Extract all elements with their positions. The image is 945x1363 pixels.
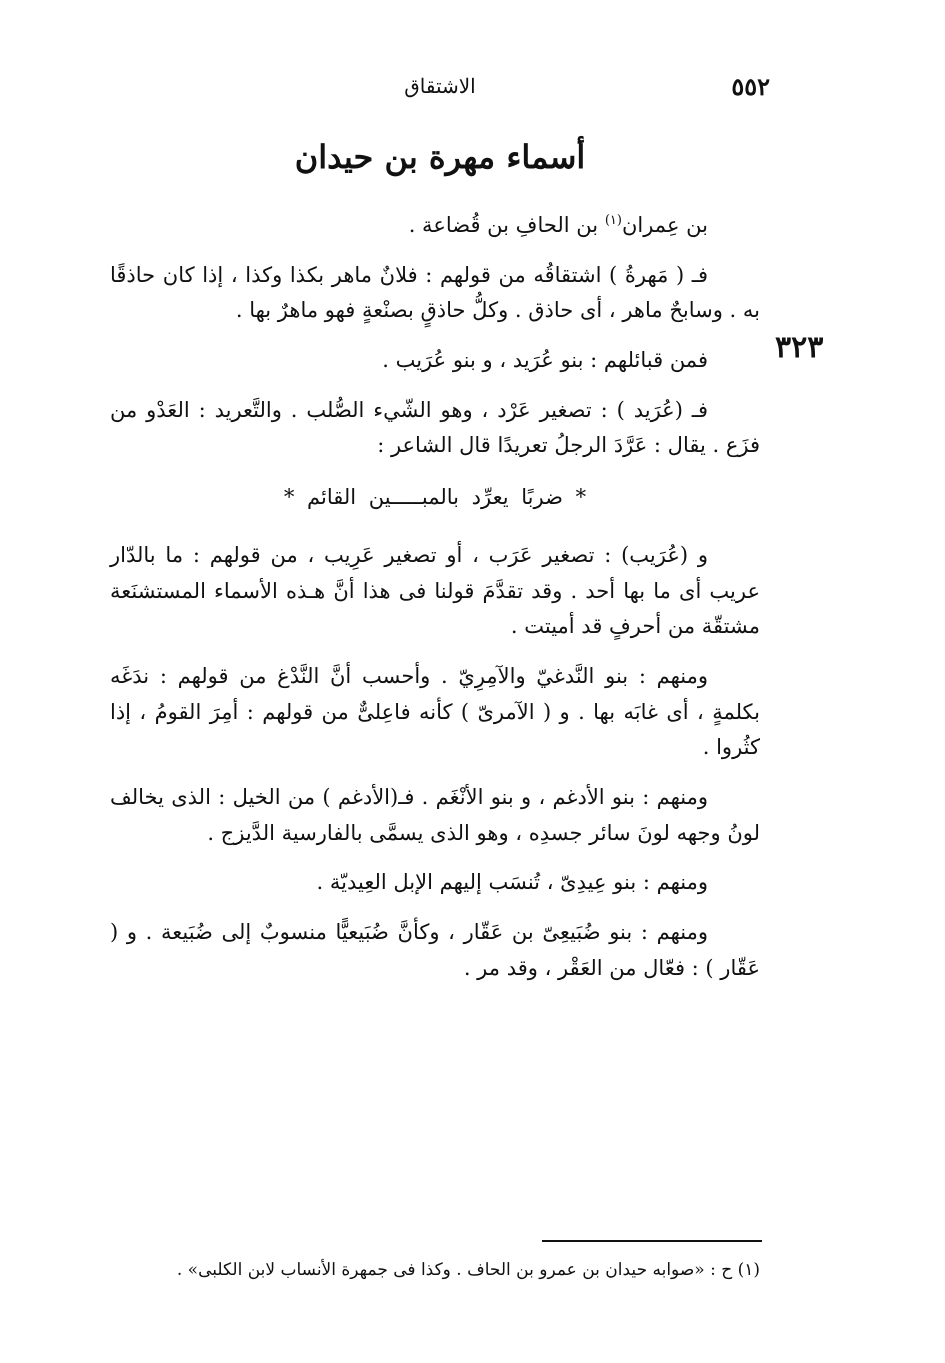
- page-number: ٥٥٢: [731, 72, 770, 101]
- paragraph-6: ومنهم : بنو النَّدغيّ والآمِرِيّ . وأحسب أنَّ النَّدْغ من قولهم : ندَغَه بكلمةٍ ، أى غابَه بها . و ( الآمرىّ ) كأنه فاعِلىٌّ من قولهم : أمِرَ القومُ ، إذا كثُروا .: [110, 663, 760, 760]
- paragraph-4: فـ (عُرَيد ) : تصغير عَرْد ، وهو الشّيء الصُّلب . والتَّعريد : العَدْو من فزَع . يقال : عَرَّدَ الرجلُ تعريدًا قال الشاعر :: [110, 397, 760, 458]
- paragraph-5: و (عُرَيب) : تصغير عَرَب ، أو تصغير عَرِيب ، من قولهم : ما بالدّار عريب أى ما بها أحد . وقد تقدَّمَ قولنا فى هذا أنَّ هـذه الأسماء المستشنَعة مشتقّة من أحرفٍ قد أميتت .: [110, 542, 760, 639]
- paragraph-1-rest: بن الحافِ بن قُضاعة .: [408, 213, 599, 237]
- paragraph-3: فمن قبائلهم : بنو عُرَيد ، و بنو عُرَيب .: [382, 348, 708, 373]
- footnote: (١) ح : «صوابه حيدان بن عمرو بن الحاف . وكذا فى جمهرة الأنساب لابن الكلبى» .: [176, 1260, 760, 1280]
- section-heading: أسماء مهرة بن حيدان: [294, 138, 586, 176]
- body-text: [110, 208, 760, 1000]
- paragraph-7: ومنهم : بنو الأدغم ، و بنو الأنْغَم . فـ(الأدغم ) من الخيل : الذى يخالف لونُ وجهه لونَ سائر جسدِه ، وهو الذى يسمَّى بالفارسية الدَّيزج .: [110, 784, 760, 845]
- footnote-divider: [542, 1240, 762, 1242]
- footnote-reference: (١): [604, 213, 622, 228]
- paragraph-1-start: بن عِمران: [621, 213, 708, 237]
- margin-number: ٣٢٣: [775, 330, 824, 365]
- paragraph-8: ومنهم : بنو عِيدِىّ ، تُنسَب إليهم الإبل العِيديّة .: [316, 870, 708, 895]
- verse: * ضربًا يعرِّد بالمبـــــين القائم *: [283, 485, 587, 510]
- paragraph-1: [110, 208, 760, 244]
- page-header: [110, 72, 770, 104]
- paragraph-2: فـ ( مَهرةُ ) اشتقاقُه من قولهم : فلانٌ ماهر بكذا وكذا ، إذا كان حاذقًا به . وسابحٌ ماهر ، أى حاذق . وكلُّ حاذقٍ بصنْعةٍ فهو ماهرٌ بها .: [110, 262, 760, 323]
- running-title: الاشتقاق: [404, 74, 476, 98]
- paragraph-9: ومنهم : بنو ضُبَيعِىّ بن عَقّار ، وكأنَّ ضُبَيعيًّا منسوبٌ إلى ضُبَيعة . و ( عَقّار ) : فعّال من العَقْر ، وقد مر .: [110, 920, 760, 980]
